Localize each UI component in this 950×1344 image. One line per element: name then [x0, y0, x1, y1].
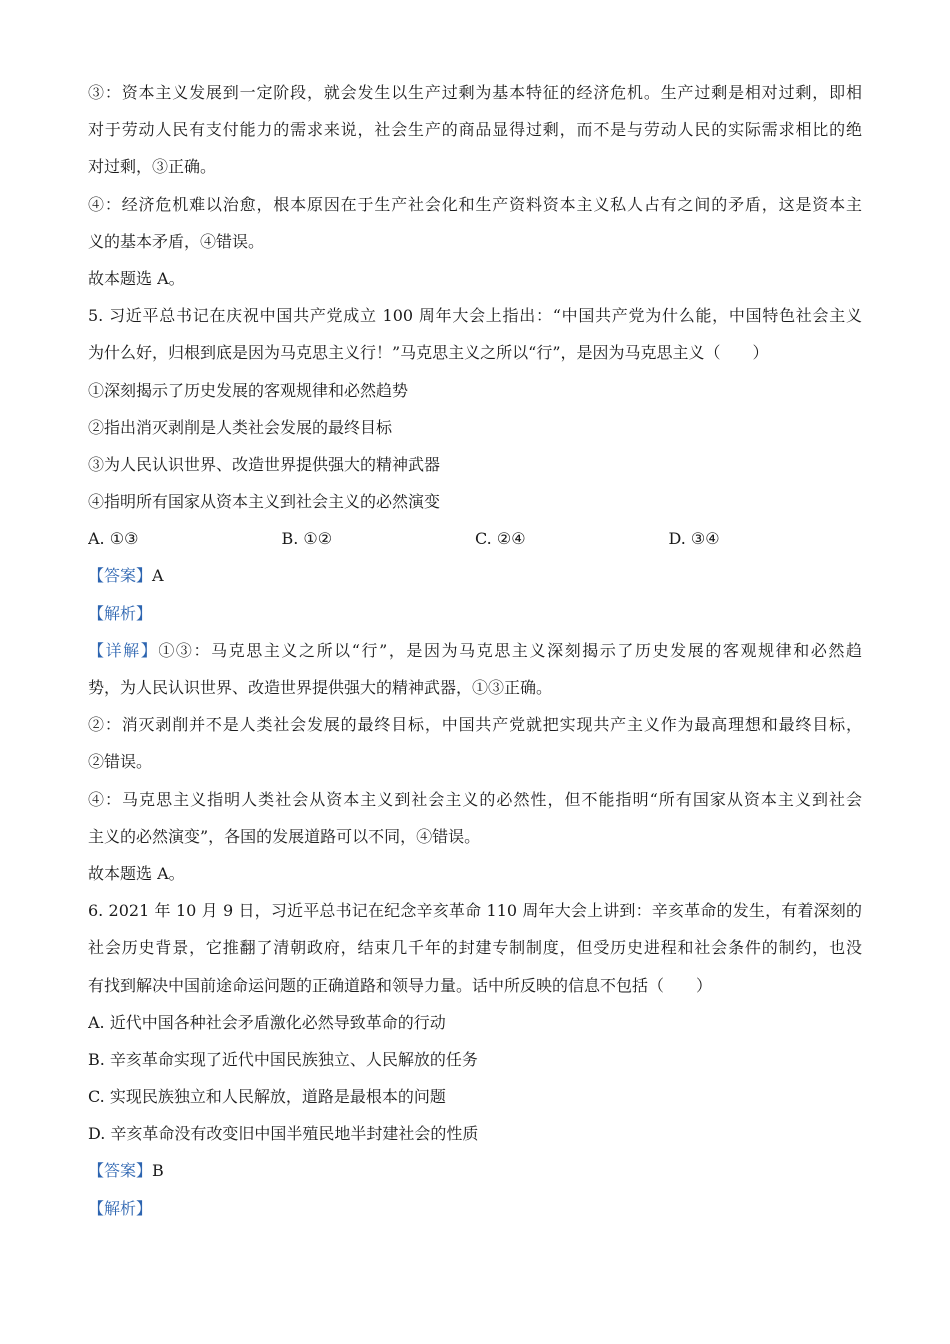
q5-analysis-heading: [88, 595, 862, 632]
answer-value: B: [152, 1161, 164, 1181]
q5-option-a: A. ①③: [88, 529, 139, 549]
q5-detail-line: 势，为人民认识世界、改造世界提供强大的精神武器，①③正确。: [88, 678, 553, 697]
answer-tag: 【答案】: [88, 1161, 153, 1181]
q5-item: ①深刻揭示了历史发展的客观规律和必然趋势: [88, 380, 409, 400]
q5-detail-line: [88, 632, 862, 669]
q6-option-b: B. 辛亥革命实现了近代中国民族独立、人民解放的任务: [88, 1049, 478, 1069]
q6-option-c: C. 实现民族独立和人民解放，道路是最根本的问题: [88, 1087, 446, 1107]
q5-stem-line: 5. 习近平总书记在庆祝中国共产党成立 100 周年大会上指出：“中国共产党为什么能，中国特色社会主义: [88, 306, 862, 326]
document-page: [88, 74, 862, 1227]
q5-analysis-line: ②错误。: [88, 752, 153, 772]
q5-analysis-line: ②：消灭剥削并不是人类社会发展的最终目标，中国共产党就把实现共产主义作为最高理想和最终目标，: [88, 715, 862, 735]
q6-option-a: A. 近代中国各种社会矛盾激化必然导致革命的行动: [88, 1012, 446, 1032]
q6-option-d: D. 辛亥革命没有改变旧中国半殖民地半封建社会的性质: [88, 1124, 479, 1144]
q5-answer: [88, 557, 862, 594]
detail-tag: 【详解】: [88, 640, 159, 660]
q5-item: ④指明所有国家从资本主义到社会主义的必然演变: [88, 492, 441, 512]
answer-value: A: [152, 566, 164, 586]
detail-text: ①③：马克思主义之所以“行”，是因为马克思主义深刻揭示了历史发展的客观规律和必然趋: [158, 640, 862, 660]
q4-conclusion: 故本题选 A。: [88, 268, 185, 288]
q6-stem-line: 6. 2021 年 10 月 9 日，习近平总书记在纪念辛亥革命 110 周年大会上讲到：辛亥革命的发生，有着深刻的: [88, 901, 862, 921]
q4-analysis-line: 义的基本矛盾，④错误。: [88, 231, 265, 251]
analysis-tag: 【解析】: [88, 1198, 153, 1218]
q4-analysis-line: 对过剩，③正确。: [88, 157, 217, 177]
q5-option-b: B. ①②: [281, 529, 333, 549]
q6-stem-line: 社会历史背景，它推翻了清朝政府，结束几千年的封建专制制度，但受历史进程和社会条件的制约，也没: [88, 938, 862, 958]
q5-options: [88, 520, 862, 557]
analysis-tag: 【解析】: [88, 603, 153, 623]
q6-stem-line: 有找到解决中国前途命运问题的正确道路和领导力量。话中所反映的信息不包括（ ）: [88, 975, 713, 995]
q5-item: ③为人民认识世界、改造世界提供强大的精神武器: [88, 454, 441, 474]
answer-tag: 【答案】: [88, 566, 153, 586]
q5-item: ②指出消灭剥削是人类社会发展的最终目标: [88, 417, 393, 437]
q4-analysis-line: ④：经济危机难以治愈，根本原因在于生产社会化和生产资料资本主义私人占有之间的矛盾，这是资本主: [88, 194, 862, 214]
q5-conclusion: 故本题选 A。: [88, 863, 185, 883]
q5-analysis-line: 主义的必然演变”，各国的发展道路可以不同，④错误。: [88, 826, 481, 846]
q5-option-c: C. ②④: [475, 529, 526, 549]
q6-answer: [88, 1152, 862, 1189]
q6-analysis-heading: [88, 1190, 862, 1227]
q4-analysis-line: 对于劳动人民有支付能力的需求来说，社会生产的商品显得过剩，而不是与劳动人民的实际需求相比的绝: [88, 120, 862, 140]
q5-stem-line: 为什么好，归根到底是因为马克思主义行！”马克思主义之所以“行”，是因为马克思主义（ ）: [88, 343, 769, 363]
q5-analysis-line: ④：马克思主义指明人类社会从资本主义到社会主义的必然性，但不能指明“所有国家从资本主义到社会: [88, 789, 862, 809]
q4-analysis-line: ③：资本主义发展到一定阶段，就会发生以生产过剩为基本特征的经济危机。生产过剩是相对过剩，即相: [88, 83, 862, 102]
q5-option-d: D. ③④: [668, 529, 720, 549]
